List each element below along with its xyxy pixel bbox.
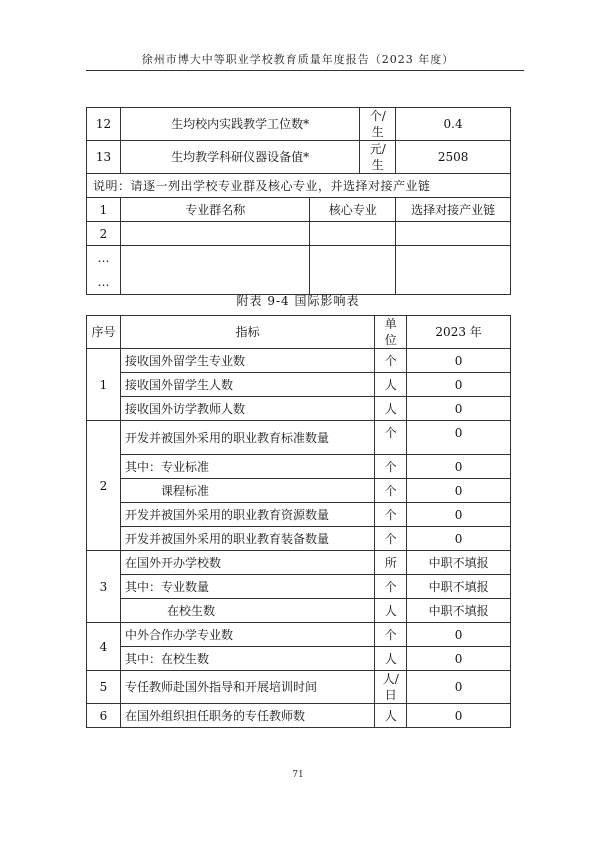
value-cell: 中职不填报 xyxy=(407,551,511,575)
ellipsis-cell xyxy=(87,246,121,295)
unit-cell: 个 xyxy=(375,421,407,455)
unit-cell: 人 xyxy=(375,647,407,671)
indicator-name: 开发并被国外采用的职业教育标准数量 xyxy=(120,421,374,455)
value-cell: 0 xyxy=(407,503,511,527)
table-row xyxy=(87,421,511,455)
indicator-name: 生均教学科研仪器设备值* xyxy=(120,141,359,174)
value-cell: 0 xyxy=(407,397,511,421)
table-row xyxy=(87,575,511,599)
empty-cell xyxy=(120,246,309,295)
unit-cell: 人 xyxy=(375,373,407,397)
indicator-name: 专任教师赴国外指导和开展培训时间 xyxy=(120,671,374,704)
header-unit: 单位 xyxy=(375,316,407,349)
table-row xyxy=(87,647,511,671)
indicator-name: 在国外组织担任职务的专任教师数 xyxy=(120,704,374,728)
table-row xyxy=(87,222,511,246)
indicator-name: 在国外开办学校数 xyxy=(120,551,374,575)
header-indicator: 指标 xyxy=(120,316,374,349)
value-cell: 0 xyxy=(407,647,511,671)
table-platform-continued xyxy=(86,107,511,295)
empty-cell xyxy=(396,222,511,246)
value-cell: 0 xyxy=(407,421,511,455)
value-cell: 中职不填报 xyxy=(407,599,511,623)
value-cell: 0 xyxy=(407,349,511,373)
indicator-name: 生均校内实践教学工位数* xyxy=(120,108,359,141)
note-cell: 说明：请逐一列出学校专业群及核心专业，并选择对接产业链 xyxy=(87,174,511,198)
unit-cell: 人 xyxy=(375,599,407,623)
unit-cell: 个 xyxy=(375,527,407,551)
table-row xyxy=(87,246,511,295)
table-row xyxy=(87,503,511,527)
group-number: 6 xyxy=(87,704,121,728)
indicator-name: 中外合作办学专业数 xyxy=(120,623,374,647)
indicator-name: 其中：专业标准 xyxy=(120,455,374,479)
table-row xyxy=(87,704,511,728)
table-international-influence xyxy=(86,315,511,728)
header-year: 2023 年 xyxy=(407,316,511,349)
table-row xyxy=(87,141,511,174)
value-cell: 0 xyxy=(407,373,511,397)
unit-cell: 人 xyxy=(375,704,407,728)
value-cell: 0 xyxy=(407,671,511,704)
value-cell: 0 xyxy=(407,479,511,503)
table-row xyxy=(87,479,511,503)
indicator-name: 其中：在校生数 xyxy=(120,647,374,671)
table-header-row xyxy=(87,316,511,349)
unit-cell: 人 xyxy=(375,397,407,421)
row-number: 1 xyxy=(87,198,121,222)
table-row xyxy=(87,108,511,141)
group-number: 2 xyxy=(87,421,121,551)
unit-cell: 个/生 xyxy=(360,108,396,141)
row-number: 12 xyxy=(87,108,121,141)
unit-cell: 所 xyxy=(375,551,407,575)
ellipsis: … xyxy=(97,251,110,265)
page-number: 71 xyxy=(292,770,304,780)
indicator-name: 开发并被国外采用的职业教育装备数量 xyxy=(120,527,374,551)
value-cell: 0 xyxy=(407,455,511,479)
value-cell: 中职不填报 xyxy=(407,575,511,599)
table-row xyxy=(87,671,511,704)
value-cell: 0 xyxy=(407,704,511,728)
unit-cell: 个 xyxy=(375,575,407,599)
table-row xyxy=(87,174,511,198)
group-number: 1 xyxy=(87,349,121,421)
indicator-name: 接收国外访学教师人数 xyxy=(120,397,374,421)
table-row xyxy=(87,198,511,222)
empty-cell xyxy=(120,222,309,246)
header-rule xyxy=(86,70,524,71)
core-major-header: 核心专业 xyxy=(310,198,396,222)
indicator-name: 接收国外留学生专业数 xyxy=(120,349,374,373)
table-row xyxy=(87,455,511,479)
table-row xyxy=(87,527,511,551)
unit-cell: 个 xyxy=(375,623,407,647)
indicator-name: 其中：专业数量 xyxy=(120,575,374,599)
ellipsis: … xyxy=(97,275,110,289)
unit-cell: 人/日 xyxy=(375,671,407,704)
empty-cell xyxy=(310,246,396,295)
unit-cell: 个 xyxy=(375,503,407,527)
header-no: 序号 xyxy=(87,316,121,349)
row-number: 2 xyxy=(87,222,121,246)
indicator-name: 课程标准 xyxy=(120,479,374,503)
group-number: 5 xyxy=(87,671,121,704)
empty-cell xyxy=(396,246,511,295)
group-number: 3 xyxy=(87,551,121,623)
indicator-name: 在校生数 xyxy=(120,599,374,623)
unit-cell: 元/生 xyxy=(360,141,396,174)
table-row xyxy=(87,397,511,421)
table-row xyxy=(87,599,511,623)
value-cell: 2508 xyxy=(396,141,511,174)
row-number: 13 xyxy=(87,141,121,174)
value-cell: 0.4 xyxy=(396,108,511,141)
indicator-name: 接收国外留学生人数 xyxy=(120,373,374,397)
unit-cell: 个 xyxy=(375,349,407,373)
indicator-name: 开发并被国外采用的职业教育资源数量 xyxy=(120,503,374,527)
unit-cell: 个 xyxy=(375,479,407,503)
group-name-header: 专业群名称 xyxy=(120,198,309,222)
page-header: 徐州市博大中等职业学校教育质量年度报告（2023 年度） xyxy=(141,53,455,66)
empty-cell xyxy=(310,222,396,246)
group-number: 4 xyxy=(87,623,121,671)
value-cell: 0 xyxy=(407,623,511,647)
table-row xyxy=(87,373,511,397)
table-caption: 附表 9-4 国际影响表 xyxy=(236,294,360,308)
industry-chain-header: 选择对接产业链 xyxy=(396,198,511,222)
table-row xyxy=(87,551,511,575)
value-cell: 0 xyxy=(407,527,511,551)
table-row xyxy=(87,623,511,647)
table-row xyxy=(87,349,511,373)
unit-cell: 个 xyxy=(375,455,407,479)
